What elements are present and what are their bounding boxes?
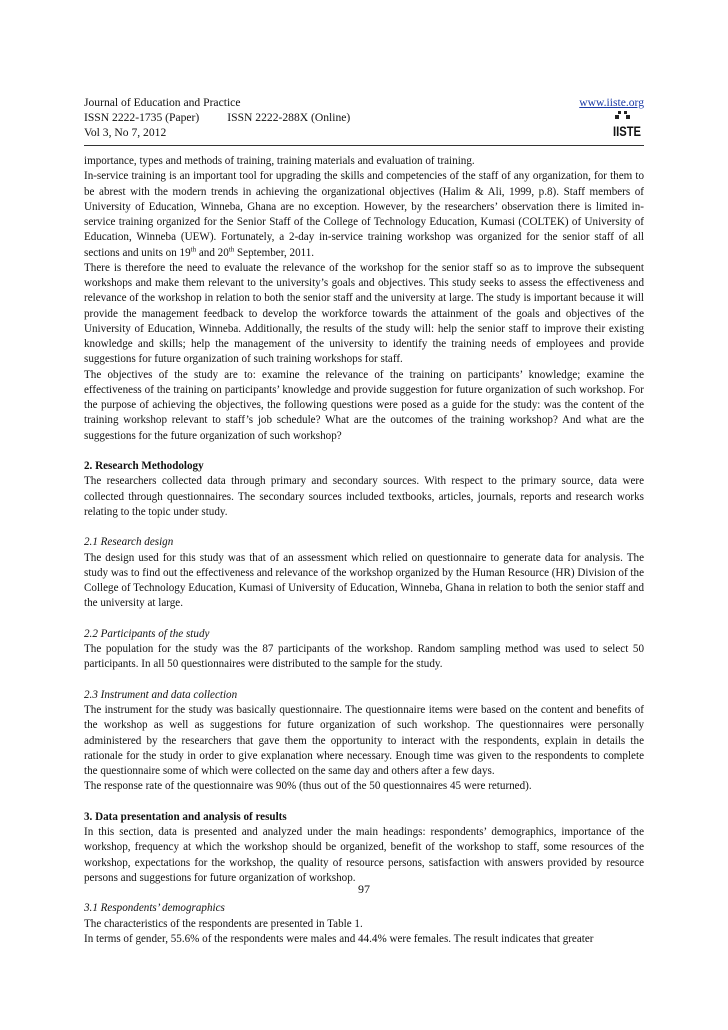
svg-text:IISTE: IISTE	[613, 123, 641, 139]
intro-paragraph-2: In-service training is an important tool for upgrading the skills and competencies of the staff of any organization, for them to be abrest with the modern trends in achieving the organizational objectives (Halim & Ali, 1999, p.8). Staff members of University of Education, Winneba, Ghana are no exception. However, by the researchers’ observation there is limited in-service training organized for the Senior Staff of the College of Technology Education, Kumasi (COLTEK) of University of Education, Winneba (UEW). Fortunately, a 2-day in-service training workshop was organized for the senior staff of all sections and units on 19th and 20th September, 2011.	[84, 170, 644, 259]
section-2-3-heading: 2.3 Instrument and data collection	[84, 688, 238, 701]
article-body	[84, 154, 644, 947]
issn-row	[84, 110, 644, 125]
issn-paper: ISSN 2222-1735 (Paper)	[84, 111, 200, 124]
section-3-1-heading: 3.1 Respondents’ demographics	[84, 902, 225, 915]
intro-paragraph-1: importance, types and methods of training, training materials and evaluation of training.	[84, 155, 475, 167]
section-2-3-text: The instrument for the study was basically questionnaire. The questionnaire items were based on the content and benefits of the workshop as well as suggestions for future organization of such workshop. The questionnaires were personally administered by the researchers that gave them the opportunity to interact with the respondents, explain in details the rationale for the study in order to give explanation where necessary. Enough time was given to the respondents to complete the questionnaire some of which were collected on the same day and others after a few days.	[84, 704, 644, 777]
section-3-1-text-2: In terms of gender, 55.6% of the respondents were males and 44.4% were females. The result indicates that greater	[84, 932, 594, 945]
section-2-2-heading: 2.2 Participants of the study	[84, 627, 210, 640]
journal-title: Journal of Education and Practice	[84, 96, 241, 109]
page-number: 97	[358, 882, 370, 896]
iiste-logo	[612, 111, 642, 139]
section-3-1-text: The characteristics of the respondents are presented in Table 1.	[84, 917, 363, 930]
section-2-1-text: The design used for this study was that of an assessment which relied on questionnaire to generate data for analysis. The study was to find out the effectiveness and relevance of the workshop organized by the Human Resource (HR) Division of the College of Technology Education, Kumasi of University of Education, Winneba, Ghana in relation to both the senior staff and the university at large.	[84, 551, 644, 610]
section-2-3-response-rate: The response rate of the questionnaire was 90% (thus out of the 50 questionnaires 45 were returned).	[84, 780, 532, 793]
section-3-text: In this section, data is presented and analyzed under the main headings: respondents’ demographics, importance of the workshop, frequency at which the workshop should be organized, benefit of the workshop to staff, some resources of the workshop, expectations for the workshop, the quality of resource persons, satisfaction with answers provided by resource persons and suggestions for future organization of workshop.	[84, 826, 644, 884]
section-3-heading: 3. Data presentation and analysis of results	[84, 810, 287, 823]
section-2-text: The researchers collected data through primary and secondary sources. With respect to the primary source, data were collected through questionnaires. The secondary sources included textbooks, articles, journals, reports and research works relating to the topic under study.	[84, 475, 644, 518]
intro-paragraph-3: There is therefore the need to evaluate the relevance of the workshop for the senior staff so as to improve the subsequent workshops and make them relevant to the university’s goals and objectives. This study seeks to assess the effectiveness and relevance of the workshop in relation to both the senior staff and the university at large. The study is important because it will provide the management feedback to develop the workforce towards the attainment of the goals and objectives of the University of Education, Winneba. Additionally, the results of the study will: help the senior staff to improve their existing knowledge and skills; help the management of the university to identify the training needs of employees and provide suggestions for future organization of such training workshops for staff.	[84, 261, 644, 366]
section-2-1-heading: 2.1 Research design	[84, 536, 174, 549]
intro-paragraph-4: The objectives of the study are to: examine the relevance of the training on participants’ knowledge; examine the effectiveness of the training on participants’ knowledge and provide suggestion for future organization of such workshop. For the purpose of achieving the objectives, the following questions were posed as a guide for the study: was the content of the training workshop relevant to staff’s job schedule? What are the outcomes of the training workshop? And what are the suggestions for the future organization of such workshop?	[84, 368, 644, 442]
section-2-heading: 2. Research Methodology	[84, 460, 204, 472]
section-2-2-text: The population for the study was the 87 participants of the workshop. Random sampling method was used to select 50 participants. In all 50 questionnaires were distributed to the sample for the study.	[84, 643, 644, 671]
header-rule	[84, 145, 644, 146]
page-header	[84, 95, 644, 140]
website-link[interactable]: www.iiste.org	[579, 96, 644, 109]
volume-info: Vol 3, No 7, 2012	[84, 126, 167, 139]
issn-online: ISSN 2222-288X (Online)	[227, 111, 351, 124]
